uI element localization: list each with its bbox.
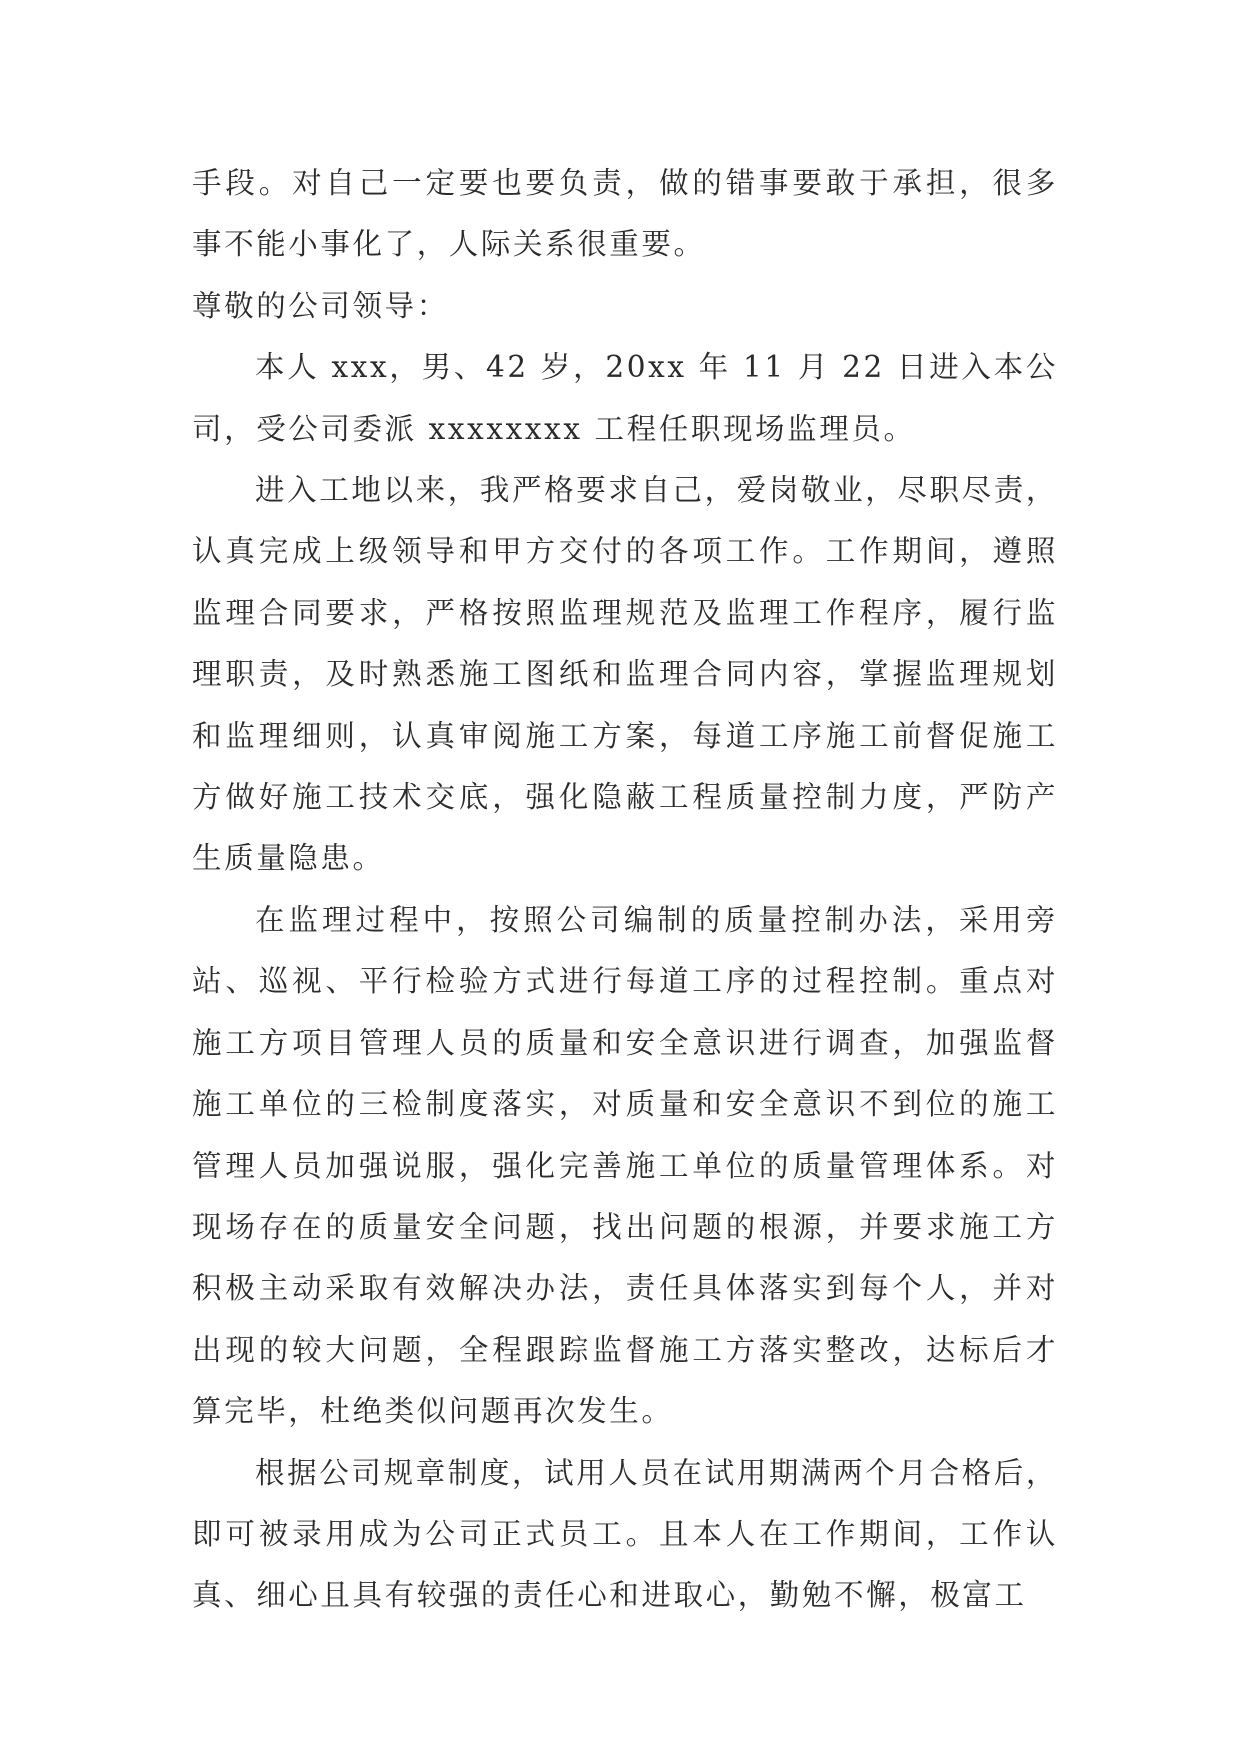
document-body [192, 153, 1058, 1627]
paragraph-continuation: 手段。对自己一定要也要负责，做的错事要敢于承担，很多事不能小事化了，人际关系很重要。 [192, 166, 1058, 262]
paragraph-regularization: 根据公司规章制度，试用人员在试用期满两个月合格后，即可被录用成为公司正式员工。且本人在工作期间，工作认真、细心且具有较强的责任心和进取心，勤勉不懈，极富工 [192, 1455, 1058, 1613]
salutation: 尊敬的公司领导： [192, 288, 449, 323]
paragraph-work-duties: 进入工地以来，我严格要求自己，爱岗敬业，尽职尽责，认真完成上级领导和甲方交付的各项工作。工作期间，遵照监理合同要求，严格按照监理规范及监理工作程序，履行监理职责，及时熟悉施工图纸和监理合同内容，掌握监理规划和监理细则，认真审阅施工方案，每道工序施工前督促施工方做好施工技术交底，强化隐蔽工程质量控制力度，严防产生质量隐患。 [192, 473, 1058, 876]
paragraph-quality-control: 在监理过程中，按照公司编制的质量控制办法，采用旁站、巡视、平行检验方式进行每道工序的过程控制。重点对施工方项目管理人员的质量和安全意识进行调查，加强监督施工单位的三检制度落实，对质量和安全意识不到位的施工管理人员加强说服，强化完善施工单位的质量管理体系。对现场存在的质量安全问题，找出问题的根源，并要求施工方积极主动采取有效解决办法，责任具体落实到每个人，并对出现的较大问题，全程跟踪监督施工方落实整改，达标后才算完毕，杜绝类似问题再次发生。 [192, 902, 1058, 1429]
paragraph-self-intro: 本人 xxx，男、42 岁，20xx 年 11 月 22 日进入本公司，受公司委派 xxxxxxxx 工程任职现场监理员。 [192, 350, 1058, 446]
